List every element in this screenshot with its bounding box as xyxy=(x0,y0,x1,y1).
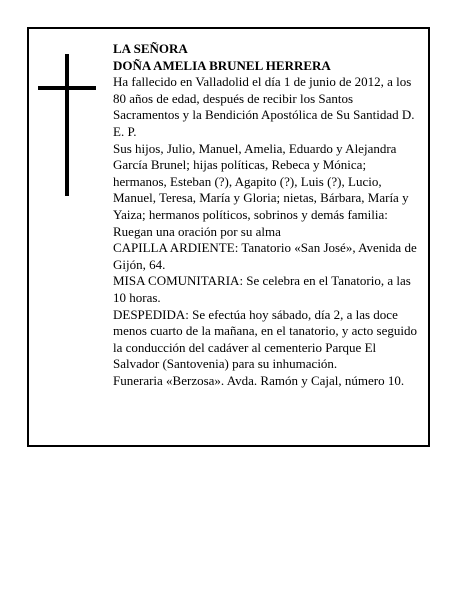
deceased-name: DOÑA AMELIA BRUNEL HERRERA xyxy=(113,57,331,73)
farewell-info: DESPEDIDA: Se efectúa hoy sábado, día 2, a las doce menos cuarto de la mañana, en el tanatorio, y acto seguido la conducción del cadáver al cementerio Parque El Salvador (Santovenia) para su inhumación. xyxy=(113,306,417,372)
funeral-home-info: Funeraria «Berzosa». Avda. Ramón y Cajal, número 10. xyxy=(113,372,405,388)
family-list: Sus hijos, Julio, Manuel, Amelia, Eduardo y Alejandra García Brunel; hijas políticas, Rebeca y Mónica; hermanos, Esteban (?), Agapito (?), Luis (?), Lucio, Manuel, Teresa, María y Gloria; nietas, Bárbara, María y Yaiza; hermanos políticos, sobrinos y demás familia: Ruegan una oración por su alma xyxy=(113,140,409,239)
obituary-text xyxy=(113,41,421,389)
mass-info: MISA COMUNITARIA: Se celebra en el Tanatorio, a las 10 horas. xyxy=(113,273,411,305)
cross-horizontal-bar xyxy=(38,86,96,90)
chapel-info: CAPILLA ARDIENTE: Tanatorio «San José», Avenida de Gijón, 64. xyxy=(113,240,417,272)
cross-icon xyxy=(38,54,96,196)
death-announcement: Ha fallecido en Valladolid el día 1 de junio de 2012, a los 80 años de edad, después de recibir los Santos Sacramentos y la Bendición Apostólica de Su Santidad D. E. P. xyxy=(113,74,415,139)
cross-vertical-bar xyxy=(65,54,69,196)
notice-title: LA SEÑORA xyxy=(113,41,188,56)
